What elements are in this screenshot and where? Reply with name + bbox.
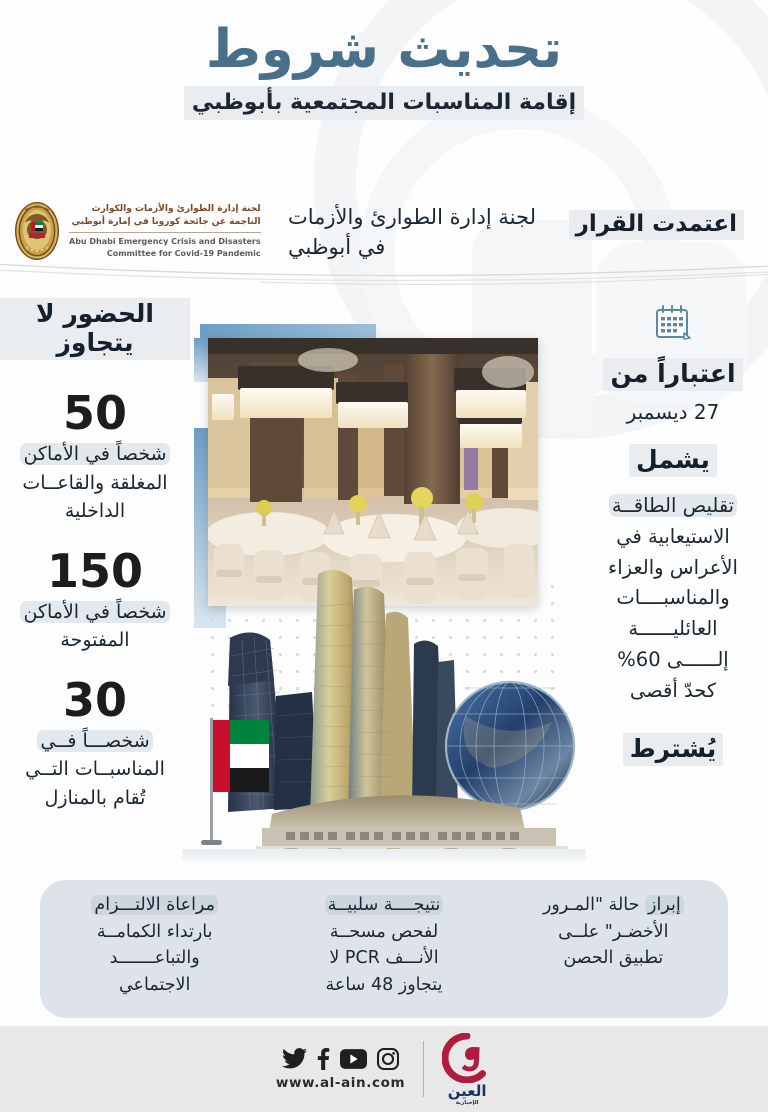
al-ain-mark-icon [442, 1033, 492, 1083]
effective-date: 27 ديسمبر [626, 400, 720, 424]
approval-row [0, 196, 768, 266]
al-ain-brand-tagline: الإخبارية [455, 1099, 479, 1106]
facebook-icon[interactable] [317, 1048, 330, 1070]
instagram-icon[interactable] [377, 1048, 399, 1070]
footer-separator [423, 1041, 424, 1097]
condition-mask-distancing [40, 892, 269, 998]
attendance-number-home: 30 [62, 672, 127, 727]
condition-3-line-3: والتباعـــــــد [109, 948, 200, 969]
page-title: تحديث شروط [205, 19, 563, 80]
illustration-ground-shadow [182, 849, 586, 862]
attendance-heading: الحضور لا يتجاوز [0, 298, 190, 360]
header-divider [0, 258, 768, 292]
subtitle-row [0, 86, 768, 121]
committee-en-line-2: Committee for Covid-19 Pandemic [106, 248, 261, 258]
condition-pcr-test [269, 892, 498, 998]
conditions-box [40, 880, 728, 1018]
includes-line-4: والمناسبــــات [616, 586, 730, 610]
attendance-heading-row [0, 298, 190, 376]
committee-ar-line-1: لجنة إدارة الطوارئ والأزمات والكوارث [91, 203, 261, 214]
footer-bar [0, 1026, 768, 1112]
attendance-desc-indoor-l2: المغلقة والقاعــات [22, 471, 168, 494]
attendance-desc-outdoor-l2: المفتوحة [60, 629, 130, 651]
includes-heading: يشمل [629, 444, 717, 477]
uae-falcon-emblem-icon [13, 200, 61, 262]
details-column [578, 298, 768, 766]
attendance-desc-home-l2: المناسبــات التــي [25, 758, 165, 780]
includes-line-1: تقليص الطاقــة [609, 494, 737, 517]
committee-logo-block [13, 200, 261, 262]
committee-divider [69, 232, 261, 233]
page-subtitle: إقامة المناسبات المجتمعية بأبوظبي [184, 86, 584, 121]
authority-line-2: في أبوظبي [288, 235, 386, 260]
calendar-icon [652, 302, 694, 344]
abu-dhabi-skyline-illustration [176, 566, 592, 866]
attendance-desc-outdoor-l1: شخصاً في الأماكن [20, 601, 169, 623]
attendance-item-home [0, 672, 190, 813]
attendance-column [0, 298, 190, 834]
attendance-number-outdoor: 150 [46, 543, 144, 598]
condition-1-highlight: إبراز [645, 895, 684, 915]
attendance-number-indoor: 50 [62, 386, 127, 440]
committee-ar-line-2: الناجمة عن جائحة كورونا في إمارة أبوظبي [71, 216, 261, 227]
condition-2-line-2: لفحص مسحــة [329, 921, 439, 942]
required-heading: يُشترط [623, 733, 724, 766]
condition-1-line-1-rest: حالة "المـرور [542, 895, 645, 915]
includes-line-2: الاستيعابية في [616, 524, 730, 548]
youtube-icon[interactable] [340, 1049, 367, 1069]
illustration-block [176, 316, 592, 878]
committee-name [69, 203, 261, 259]
required-heading-row [578, 707, 768, 766]
social-icons [282, 1048, 399, 1070]
condition-1-line-3: تطبيق الحصن [563, 948, 664, 969]
effective-heading-row [578, 358, 768, 391]
attendance-desc-indoor [0, 440, 190, 526]
condition-1-line-2: الأخضـر" علــى [558, 921, 669, 942]
title-block [0, 19, 768, 120]
al-ain-logo[interactable] [442, 1033, 492, 1106]
twitter-icon[interactable] [282, 1048, 307, 1069]
includes-heading-row [578, 444, 768, 477]
condition-2-line-3: الأنـــف PCR لا [329, 948, 439, 969]
includes-line-6: إلــــــى 60% [617, 647, 729, 671]
includes-line-5: العائليــــــة [628, 617, 718, 641]
effective-heading: اعتباراً من [603, 358, 742, 391]
attendance-desc-home-l1: شخصـــاً فــي [37, 730, 152, 752]
includes-line-3: الأعراس والعزاء [608, 555, 738, 579]
approving-authority [288, 202, 558, 263]
website-url[interactable]: www.al-ain.com [275, 1074, 406, 1091]
attendance-desc-home [0, 727, 190, 813]
condition-green-pass [499, 892, 728, 972]
social-block [276, 1048, 405, 1091]
committee-en-line-1: Abu Dhabi Emergency Crisis and Disasters [69, 236, 261, 246]
condition-2-line-1: نتيجــــة سلبيــة [325, 895, 444, 915]
condition-2-line-4: يتجاوز 48 ساعة [325, 974, 443, 995]
al-ain-brand-name: العين [447, 1081, 487, 1100]
attendance-desc-outdoor [0, 598, 190, 655]
authority-line-1: لجنة إدارة الطوارئ والأزمات [288, 205, 536, 229]
uae-flag [201, 718, 269, 845]
includes-line-7: كحدّ أقصى [629, 678, 717, 702]
condition-3-line-4: الاجتماعي [118, 974, 191, 995]
attendance-item-outdoor [0, 543, 190, 655]
includes-body [578, 491, 768, 707]
attendance-desc-home-l3: تُقام بالمنازل [44, 786, 146, 809]
attendance-desc-indoor-l1: شخصاً في الأماكن [20, 443, 169, 465]
condition-3-line-2: بارتداء الكمامــة [96, 921, 213, 942]
attendance-desc-indoor-l3: الداخلية [64, 500, 126, 522]
condition-3-line-1: مراعاة الالتـــزام [91, 895, 218, 915]
attendance-item-indoor [0, 386, 190, 526]
approved-by-label: اعتمدت القرار [569, 210, 744, 240]
